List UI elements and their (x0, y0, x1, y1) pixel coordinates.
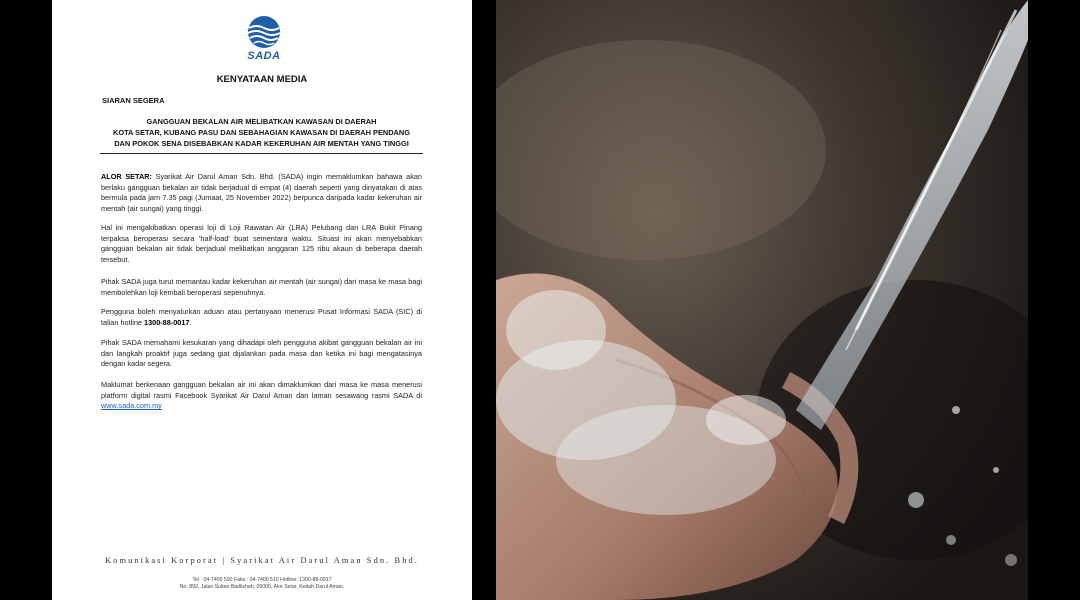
right-black-border (1028, 0, 1080, 600)
headline-line: KOTA SETAR, KUBANG PASU DAN SEBAHAGIAN KAWASAN DI DAERAH PENDANG (112, 128, 410, 137)
footer-contact-phone: Tel : 04-7400 500 Faks : 04-7400 510 Hotline: 1300-88-0017 (192, 577, 332, 583)
website-link[interactable]: www.sada.com.my (101, 401, 162, 411)
paragraph-updates-text: Maklumat berkenaan gangguan bekalan air ini akan dimaklumkan dari masa ke masa menerusi platform digital rasmi Facebook Syarikat Air Darul Aman dan laman sesawang rasmi SADA di (101, 380, 422, 400)
press-release-document (52, 0, 472, 600)
headline-line: GANGGUAN BEKALAN AIR MELIBATKAN KAWASAN DI DAERAH (146, 117, 377, 126)
water-hand-illustration (496, 0, 1028, 600)
paragraph-intro-text: Syarikat Air Darul Aman Sdn. Bhd. (SADA) ingin memaklumkan bahawa akan berlaku gangguan bekalan air tidak berjadual di empat (4) daerah seperti yang dinyatakan di atas bermula pada jam 7.35 pagi (Jumaat, 25 November 2022) berpunca daripada kadar kekeruhan air mentah (air sungai) yang tinggi. (101, 172, 422, 213)
footer-contact (52, 577, 472, 591)
headline (100, 116, 423, 149)
paragraph-impact: Hal ini mengakibatkan operasi loji di Loji Rawatan Air (LRA) Pelubang dan LRA Bukit Pinang terpaksa beroperasi secara 'half-load' buat sementara waktu. Situasi ini akan menyebabkan gangguan bekalan air tidak berjadual melibatkan anggaran 125 ribu akaun di beberapa daerah tersebut. (101, 223, 422, 264)
footer-contact-address: No. 892, Jalan Sultan Badlishah, 05000, Alor Setar, Kedah Darul Aman. (179, 584, 345, 590)
headline-divider (100, 153, 423, 154)
paragraph-hotline (101, 307, 422, 328)
document-title: KENYATAAN MEDIA (216, 74, 308, 85)
urgency-label: SIARAN SEGERA (102, 96, 165, 105)
hotline-number: 1300-88-0017 (144, 317, 190, 327)
footer-department: Komunikasi Korporat | Syarikat Air Darul Aman Sdn. Bhd. (105, 556, 419, 565)
paragraph-updates (101, 380, 422, 412)
center-black-divider (472, 0, 496, 600)
paragraph-hotline-text: Pengguna boleh menyalurkan aduan atau pertanyaan menerusi Pusat Informasi SADA (SIC) di talian hotline (101, 307, 422, 327)
paragraph-intro (101, 172, 422, 214)
paragraph-monitoring: Pihak SADA juga turut memantau kadar kekeruhan air mentah (air sungai) dari masa ke masa bagi membolehkan loji kembali beroperasi sepenuhnya. (101, 277, 422, 297)
left-black-border (0, 0, 52, 600)
logo-wordmark: SADA (247, 50, 281, 62)
sada-logo-icon (245, 14, 283, 50)
headline-line: DAN POKOK SENA DISEBABKAN KADAR KEKERUHAN AIR MENTAH YANG TINGGI (114, 139, 409, 148)
dateline: ALOR SETAR: (101, 172, 152, 181)
paragraph-hotline-end: . (189, 317, 192, 327)
water-hand-photo (496, 0, 1028, 600)
paragraph-apology: Pihak SADA memahami kesukaran yang dihadapi oleh pengguna akibat gangguan bekalan air ini dan langkah proaktif juga sedang giat dijalankan pada masa dan ketika ini bagi mengatasinya dengan kadar segera. (101, 338, 422, 369)
sada-logo (245, 14, 283, 66)
